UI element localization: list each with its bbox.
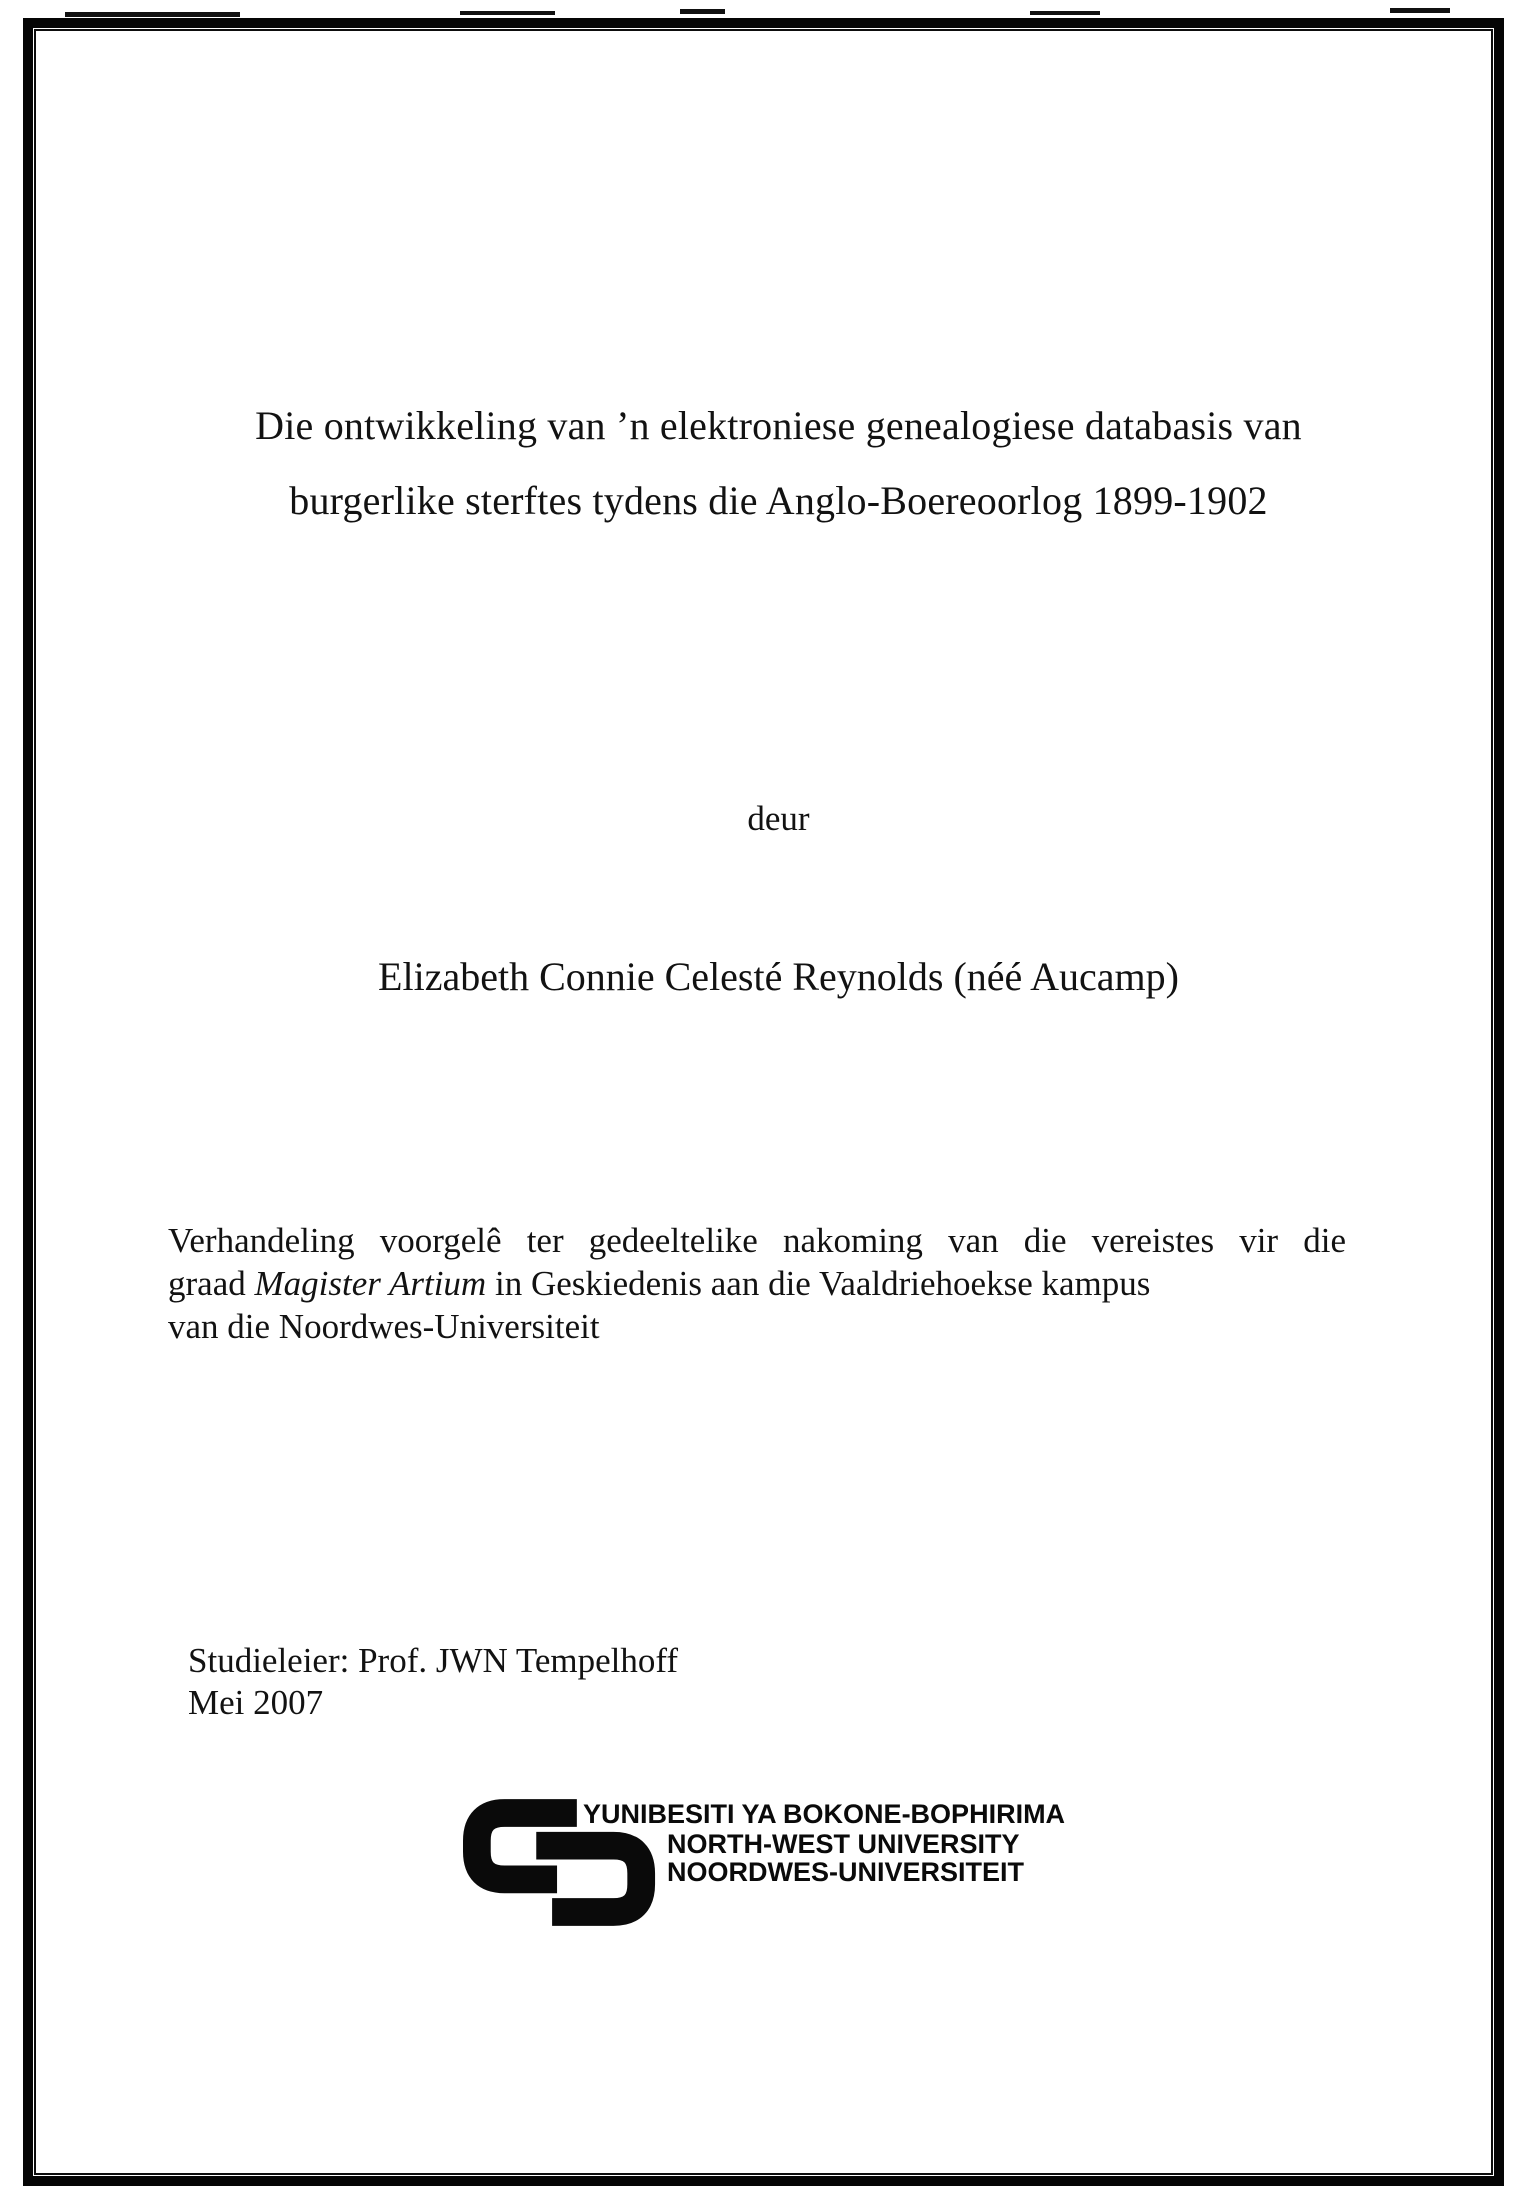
degree-statement-line-2-suffix: in Geskiedenis aan die Vaaldriehoekse kampus [486, 1264, 1151, 1303]
university-logo-text-setswana: YUNIBESITI YA BOKONE-BOPHIRIMA [583, 1799, 1066, 1829]
thesis-title [60, 388, 1497, 538]
degree-statement-line-3: van die Noordwes-Universiteit [168, 1307, 600, 1346]
supervisor-block [188, 1640, 678, 1724]
degree-statement-line-2 [168, 1262, 1346, 1305]
degree-statement-line-2-prefix: graad [168, 1264, 255, 1303]
university-logo-text-afrikaans: NOORDWES-UNIVERSITEIT [667, 1857, 1025, 1887]
thesis-title-line-2: burgerlike sterftes tydens die Anglo-Boereoorlog 1899-1902 [289, 478, 1268, 523]
author-name: Elizabeth Connie Celesté Reynolds (néé Aucamp) [378, 954, 1179, 999]
university-logo-text-english: NORTH-WEST UNIVERSITY [667, 1829, 1020, 1859]
degree-statement-line-1: Verhandeling voorgelê ter gedeeltelike nakoming van die vereistes vir die [168, 1221, 1346, 1260]
scan-artifact [65, 12, 240, 17]
scan-artifact [460, 11, 555, 15]
scan-artifact [1030, 11, 1100, 15]
degree-statement [168, 1219, 1346, 1348]
date-line: Mei 2007 [188, 1683, 324, 1722]
byline-word: deur [747, 799, 810, 838]
degree-name-italic: Magister Artium [254, 1264, 487, 1303]
scan-artifact [680, 9, 725, 14]
thesis-title-line-1: Die ontwikkeling van ’n elektroniese genealogiese databasis van [255, 403, 1302, 448]
scan-artifact [1390, 8, 1450, 13]
supervisor-line: Studieleier: Prof. JWN Tempelhoff [188, 1641, 679, 1680]
